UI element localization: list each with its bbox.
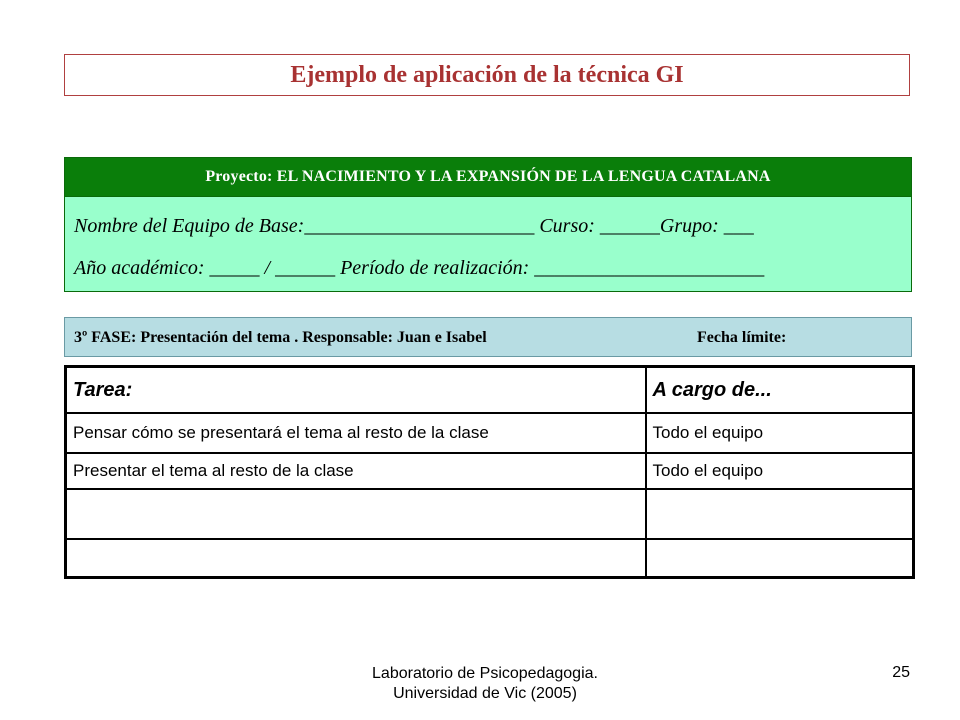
footer-line-1: Laboratorio de Psicopedagogia. — [372, 665, 598, 682]
header-assigned-to: A cargo de... — [646, 367, 914, 414]
table-row — [66, 489, 914, 539]
team-course-group-line: Nombre del Equipo de Base:_______________________ Curso: ______Grupo: ___ — [74, 215, 754, 237]
task-cell: Presentar el tema al resto de la clase — [66, 453, 646, 489]
academic-year-period-line: Año académico: _____ / ______ Período de realización: _______________________ — [74, 257, 765, 279]
page-number: 25 — [892, 664, 910, 681]
table-row — [66, 453, 914, 489]
assignee-cell: Todo el equipo — [646, 453, 914, 489]
task-cell — [66, 489, 646, 539]
task-table — [64, 365, 915, 579]
footer-line-2: Universidad de Vic (2005) — [393, 685, 577, 702]
phase-text: 3º FASE: Presentación del tema . Responsable: Juan e Isabel — [74, 329, 487, 346]
assignee-cell: Todo el equipo — [646, 413, 914, 453]
table-row — [66, 539, 914, 578]
assignee-cell — [646, 489, 914, 539]
header-task: Tarea: — [66, 367, 646, 414]
table-header-row — [66, 367, 914, 414]
task-cell — [66, 539, 646, 578]
project-header-text: Proyecto: EL NACIMIENTO Y LA EXPANSIÓN DE LA LENGUA CATALANA — [205, 168, 771, 185]
project-header — [64, 157, 912, 197]
task-cell: Pensar cómo se presentará el tema al resto de la clase — [66, 413, 646, 453]
slide-title — [64, 54, 910, 96]
table-row — [66, 413, 914, 453]
footer — [310, 664, 660, 704]
assignee-cell — [646, 539, 914, 578]
project-details — [64, 197, 912, 292]
phase-bar — [64, 317, 912, 357]
slide-title-text: Ejemplo de aplicación de la técnica GI — [290, 61, 684, 88]
deadline-label: Fecha límite: — [697, 329, 787, 346]
